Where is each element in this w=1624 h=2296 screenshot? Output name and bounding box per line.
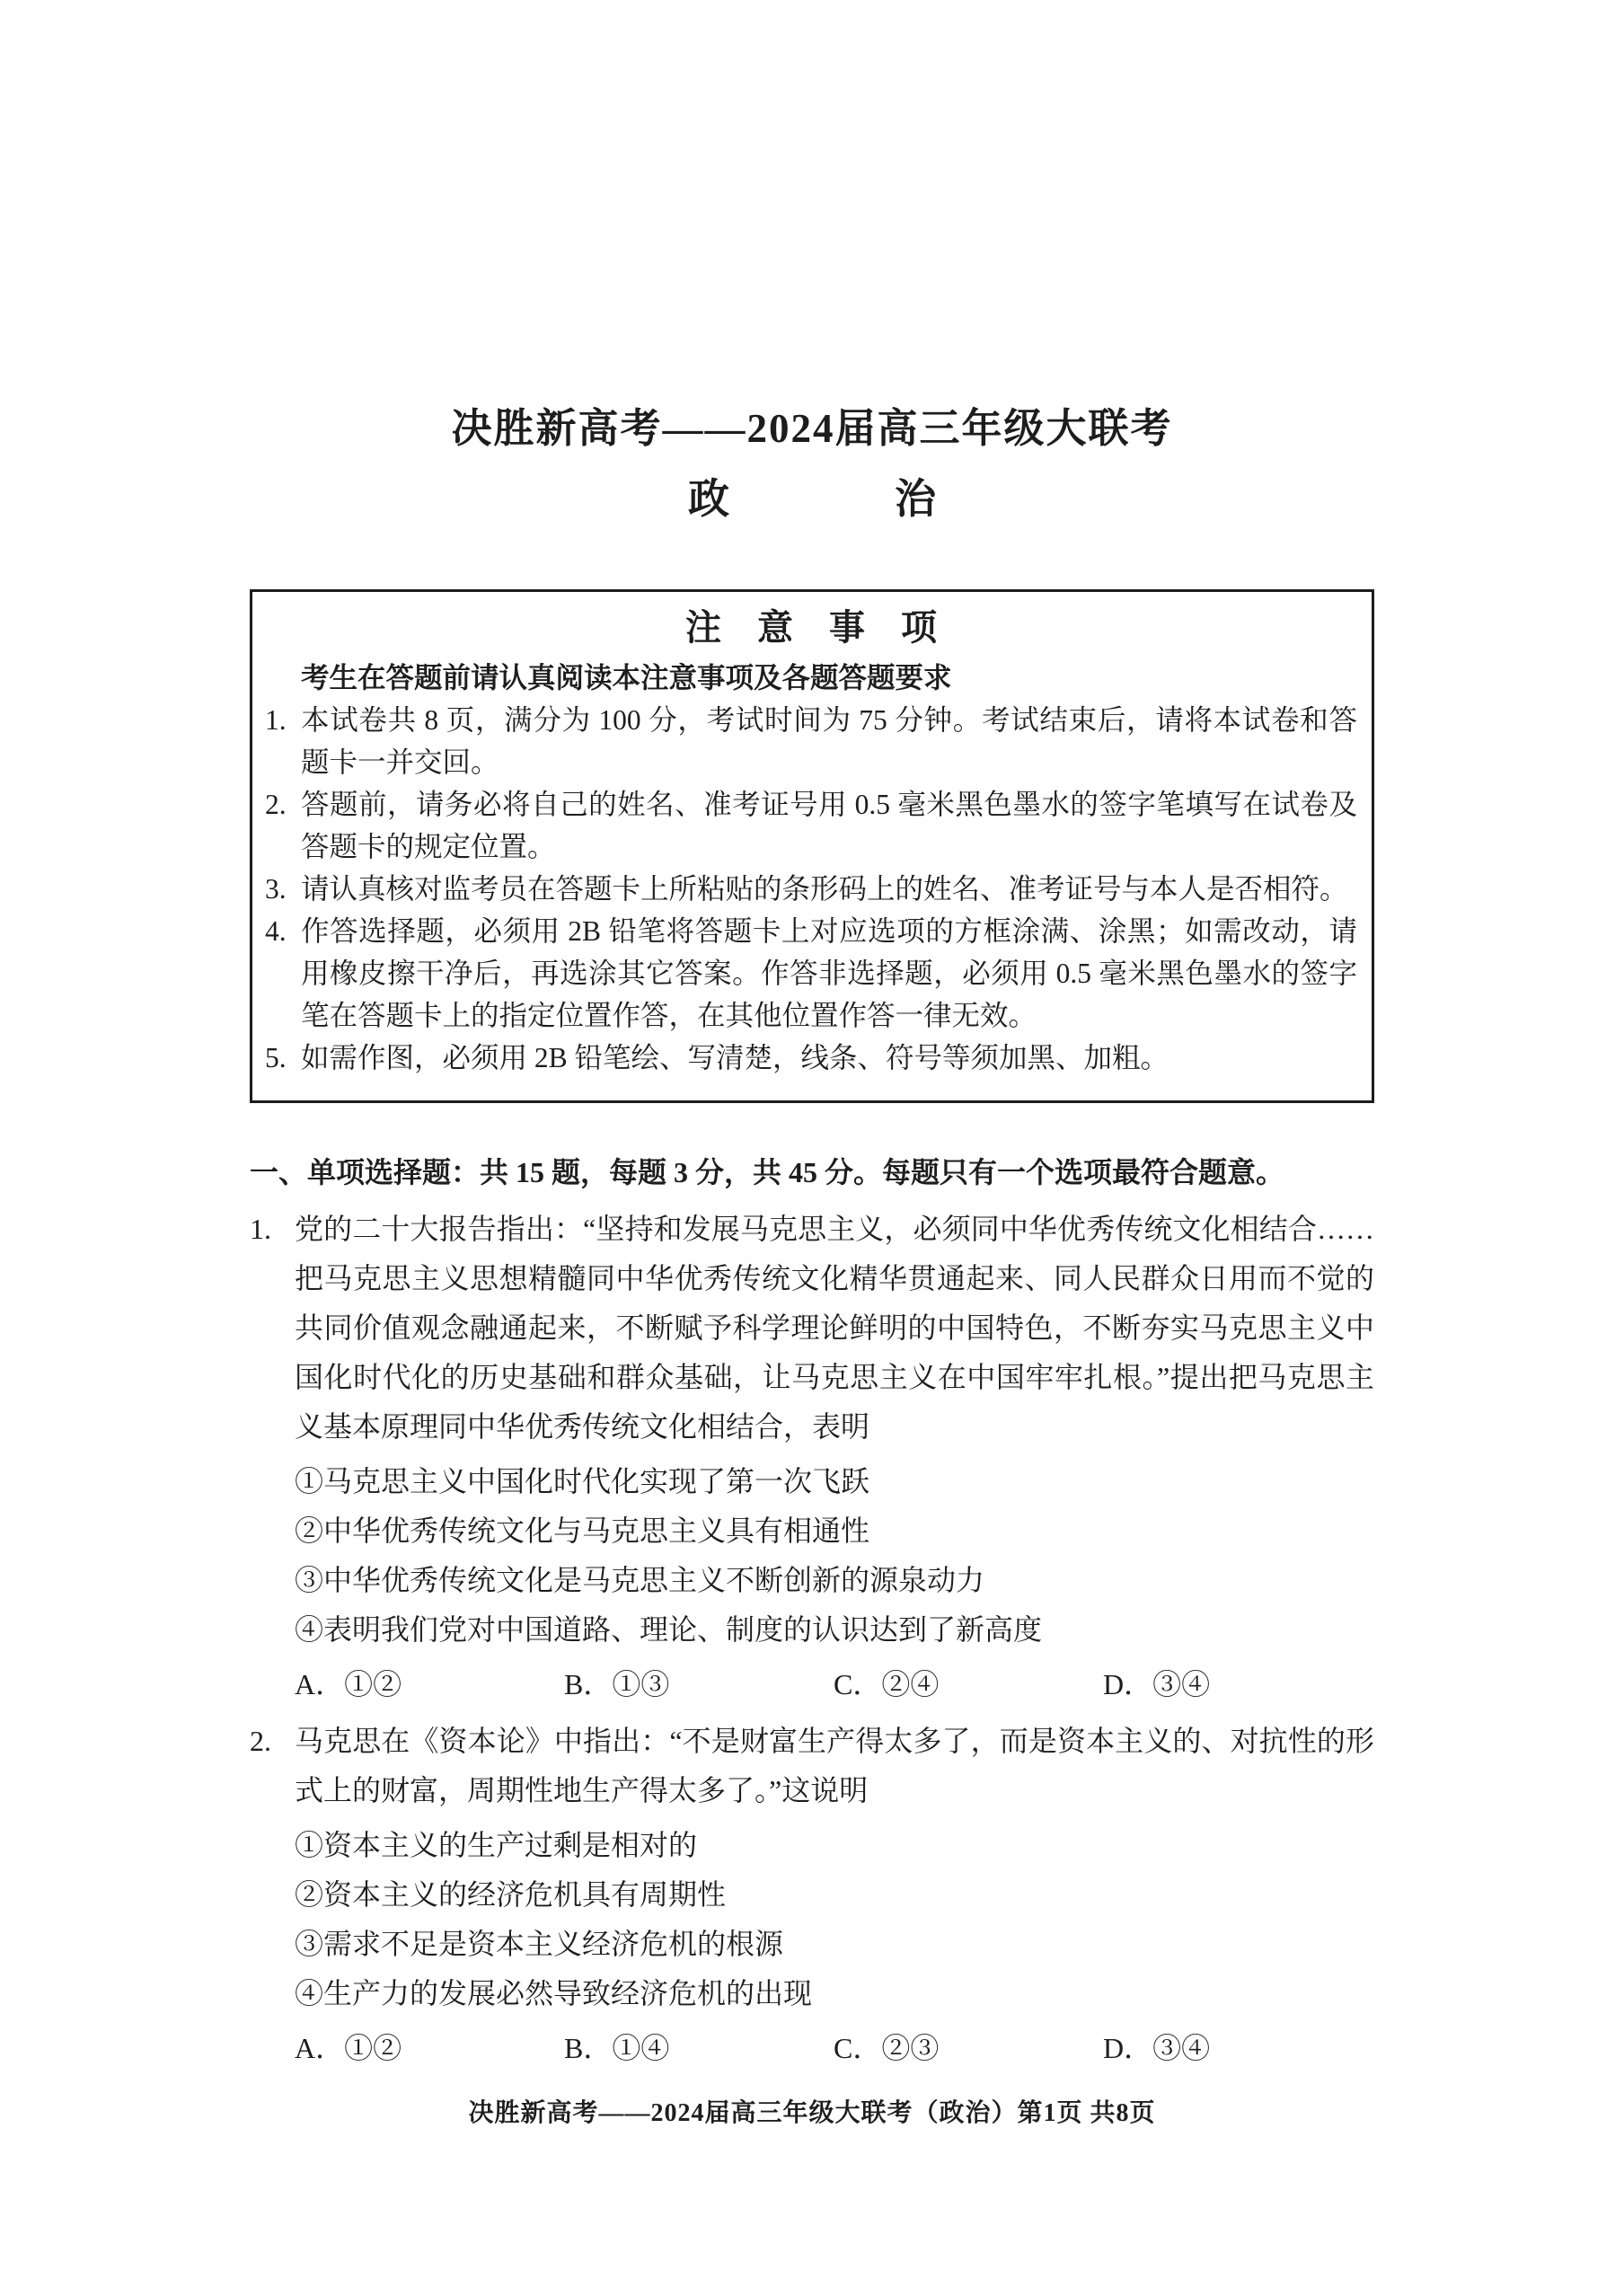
question-1-stem-row <box>250 1205 1374 1452</box>
question-2 <box>250 1717 1374 2073</box>
exam-body <box>250 1148 1374 2073</box>
notice-intro: 考生在答题前请认真阅读本注意事项及各题答题要求 <box>301 662 952 693</box>
notice-item-4 <box>265 910 1357 1037</box>
choice-d: D．③④ <box>1103 1668 1211 1700</box>
subitem-3: ③需求不足是资本主义经济危机的根源 <box>295 1928 784 1960</box>
notice-box <box>250 589 1374 1103</box>
choice-a: A．①② <box>295 2032 402 2064</box>
notice-item-number: 4. <box>265 915 287 947</box>
subitem-2: ②中华优秀传统文化与马克思主义具有相通性 <box>295 1514 870 1547</box>
notice-item-text: 如需作图，必须用 2B 铅笔绘、写清楚，线条、符号等须加黑、加粗。 <box>301 1042 1169 1073</box>
notice-item-text: 作答选择题，必须用 2B 铅笔将答题卡上对应选项的方框涂满、涂黑；如需改动，请用橡皮擦干净后，再选涂其它答案。作答非选择题，必须用 0.5 毫米黑色墨水的签字笔在答题卡上的指定位置作答，在其他位置作答一律无效。 <box>301 915 1357 1031</box>
notice-item-number: 1. <box>265 704 287 736</box>
subitem-4: ④生产力的发展必然导致经济危机的出现 <box>295 1977 813 2009</box>
question-stem: 马克思在《资本论》中指出：“不是财富生产得太多了，而是资本主义的、对抗性的形式上的财富，周期性地生产得太多了。”这说明 <box>295 1725 1374 1806</box>
subitem-1: ①马克思主义中国化时代化实现了第一次飞跃 <box>295 1465 870 1497</box>
notice-item-number: 2. <box>265 789 287 820</box>
notice-item-5 <box>265 1037 1357 1079</box>
notice-item-text: 请认真核对监考员在答题卡上所粘贴的条形码上的姓名、准考证号与本人是否相符。 <box>301 873 1348 905</box>
choice-b: B．①③ <box>564 1668 670 1700</box>
question-2-subitems <box>250 1821 1374 2018</box>
choice-b: B．①④ <box>564 2032 670 2064</box>
question-1 <box>250 1205 1374 1709</box>
question-1-subitems <box>250 1457 1374 1655</box>
notice-heading: 注 意 事 项 <box>685 607 937 648</box>
question-stem: 党的二十大报告指出：“坚持和发展马克思主义，必须同中华优秀传统文化相结合……把马克思主义思想精髓同中华优秀传统文化精华贯通起来、同人民群众日用而不觉的共同价值观念融通起来，不断赋予科学理论鲜明的中国特色，不断夯实马克思主义中国化时代化的历史基础和群众基础，让马克思主义在中国牢牢扎根。”提出把马克思主义基本原理同中华优秀传统文化相结合，表明 <box>295 1213 1374 1443</box>
notice-item-number: 3. <box>265 873 287 905</box>
question-1-choices <box>250 1660 1374 1709</box>
question-number: 2. <box>250 1725 271 1757</box>
question-number: 1. <box>250 1213 271 1245</box>
exam-content-column <box>250 0 1374 2073</box>
notice-item-text: 本试卷共 8 页，满分为 100 分，考试时间为 75 分钟。考试结束后，请将本试卷和答题卡一并交回。 <box>301 704 1357 778</box>
subitem-4: ④表明我们党对中国道路、理论、制度的认识达到了新高度 <box>295 1613 1043 1646</box>
notice-item-2 <box>265 783 1357 868</box>
choice-d: D．③④ <box>1103 2032 1211 2064</box>
subitem-1: ①资本主义的生产过剩是相对的 <box>295 1829 698 1861</box>
subitem-3: ③中华优秀传统文化是马克思主义不断创新的源泉动力 <box>295 1564 985 1596</box>
question-2-choices <box>250 2024 1374 2073</box>
notice-item-3 <box>265 868 1357 910</box>
question-2-stem-row <box>250 1717 1374 1815</box>
notice-item-number: 5. <box>265 1042 287 1073</box>
page-footer: 决胜新高考——2024届高三年级大联考（政治）第1页 共8页 <box>468 2099 1156 2127</box>
choice-a: A．①② <box>295 1668 402 1700</box>
section-heading: 一、单项选择题：共 15 题，每题 3 分，共 45 分。每题只有一个选项最符合题意。 <box>250 1156 1285 1188</box>
exam-title: 决胜新高考——2024届高三年级大联考 <box>451 406 1173 451</box>
notice-item-text: 答题前，请务必将自己的姓名、准考证号用 0.5 毫米黑色墨水的签字笔填写在试卷及答题卡的规定位置。 <box>301 789 1357 862</box>
choice-c: C．②③ <box>834 2032 940 2064</box>
notice-item-1 <box>265 699 1357 783</box>
subitem-2: ②资本主义的经济危机具有周期性 <box>295 1878 727 1911</box>
choice-c: C．②④ <box>834 1668 940 1700</box>
exam-subject: 政 治 <box>688 476 936 522</box>
